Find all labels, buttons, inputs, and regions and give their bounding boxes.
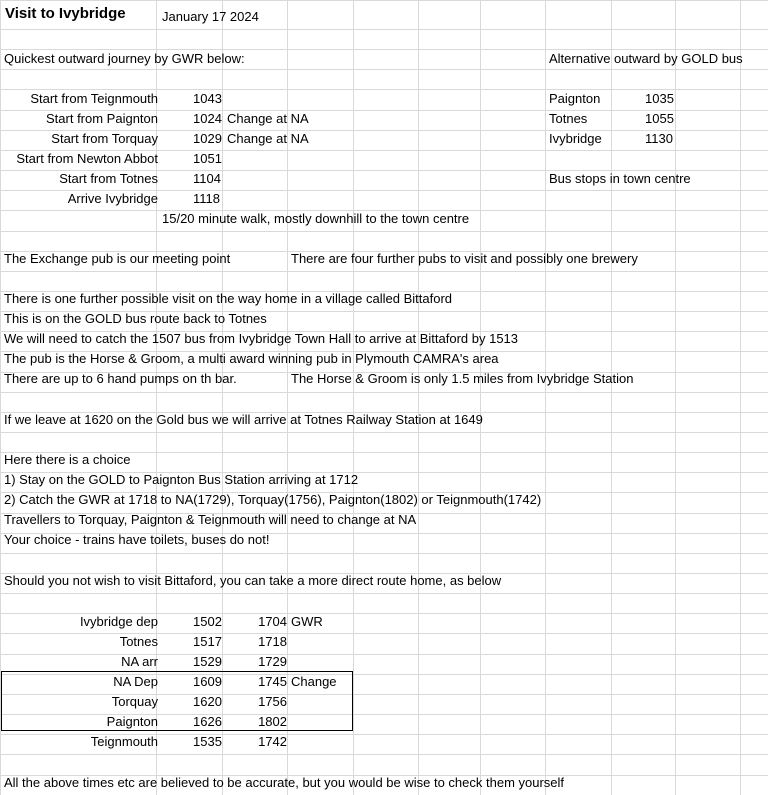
return-row-label: Ivybridge dep (79, 614, 158, 629)
date-label: January 17 2024 (162, 9, 259, 24)
gwr-row-label: Start from Paignton (46, 111, 158, 126)
disclaimer: All the above times etc are believed to be accurate, but you would be wise to check them yourself (4, 775, 565, 790)
gold-bus-note: If we leave at 1620 on the Gold bus we will arrive at Totnes Railway Station at 1649 (4, 412, 483, 427)
gwr-row-time: 1104 (193, 171, 221, 186)
return-row-time1: 1609 (193, 674, 222, 689)
choice-line: Here there is a choice (4, 452, 131, 467)
return-row-label: Torquay (111, 694, 158, 709)
return-row-time2: 1756 (258, 694, 287, 709)
return-row-label: Paignton (106, 714, 158, 729)
gwr-row-time: 1043 (193, 91, 222, 106)
return-row-time1: 1517 (193, 634, 222, 649)
bus-note: Bus stops in town centre (549, 171, 691, 186)
gwr-row-label: Start from Torquay (51, 131, 158, 146)
bus-heading: Alternative outward by GOLD bus (549, 51, 743, 66)
return-row-label: NA Dep (113, 674, 158, 689)
return-row-time2: 1718 (258, 634, 287, 649)
bittaford-line: There is one further possible visit on the way home in a village called Bittaford (4, 291, 453, 306)
choice-line: 1) Stay on the GOLD to Paignton Bus Station arriving at 1712 (4, 472, 359, 487)
return-row-label: NA arr (121, 654, 158, 669)
gwr-row-time: 1051 (193, 151, 222, 166)
walk-note: 15/20 minute walk, mostly downhill to the town centre (162, 211, 470, 226)
bus-row-time: 1035 (645, 91, 674, 106)
bus-row-label: Paignton (549, 91, 601, 106)
bus-row-label: Ivybridge (549, 131, 602, 146)
choice-line: Your choice - trains have toilets, buses do not! (4, 532, 270, 547)
return-row-time1: 1535 (193, 734, 222, 749)
gwr-row-label: Start from Totnes (59, 171, 158, 186)
gwr-row-time: 1029 (193, 131, 222, 146)
hand-pumps: There are up to 6 hand pumps on th bar. (4, 371, 237, 386)
choice-line: Travellers to Torquay, Paignton & Teignmouth will need to change at NA (4, 512, 417, 527)
return-row-time1: 1620 (193, 694, 222, 709)
return-row-time1: 1502 (193, 614, 222, 629)
return-row-label: Teignmouth (90, 734, 158, 749)
choice-line: 2) Catch the GWR at 1718 to NA(1729), Torquay(1756), Paignton(1802) or Teignmouth(1742) (4, 492, 542, 507)
return-row-time1: 1529 (193, 654, 222, 669)
gwr-row-label: Start from Newton Abbot (16, 151, 158, 166)
page-title: Visit to Ivybridge (5, 5, 126, 22)
bittaford-line: This is on the GOLD bus route back to Totnes (4, 311, 267, 326)
gwr-row-label: Start from Teignmouth (30, 91, 158, 106)
meeting-point: The Exchange pub is our meeting point (4, 251, 231, 266)
bittaford-line: The pub is the Horse & Groom, a multi award winning pub in Plymouth CAMRA's area (4, 351, 499, 366)
gwr-row-label: Arrive Ivybridge (67, 191, 158, 206)
gwr-row-note: Change at NA (227, 131, 309, 146)
return-row-time2: 1742 (258, 734, 287, 749)
return-row-time2: 1704 (258, 614, 287, 629)
return-row-time2: 1802 (258, 714, 287, 729)
gwr-row-note: Change at NA (227, 111, 309, 126)
return-row-note: Change (291, 674, 337, 689)
return-row-time1: 1626 (193, 714, 222, 729)
bus-row-time: 1130 (645, 131, 673, 146)
bus-row-label: Totnes (549, 111, 588, 126)
direct-route-note: Should you not wish to visit Bittaford, you can take a more direct route home, as below (4, 573, 502, 588)
return-row-note: GWR (291, 614, 323, 629)
further-pubs: There are four further pubs to visit and possibly one brewery (291, 251, 638, 266)
gwr-heading: Quickest outward journey by GWR below: (4, 51, 245, 66)
bus-row-time: 1055 (645, 111, 674, 126)
horse-groom-distance: The Horse & Groom is only 1.5 miles from Ivybridge Station (291, 371, 634, 386)
gwr-row-time: 1118 (193, 191, 220, 206)
gwr-row-time: 1024 (193, 111, 222, 126)
return-row-label: Totnes (119, 634, 158, 649)
bittaford-line: We will need to catch the 1507 bus from Ivybridge Town Hall to arrive at Bittaford by 1513 (4, 331, 519, 346)
return-row-time2: 1729 (258, 654, 287, 669)
return-row-time2: 1745 (258, 674, 287, 689)
